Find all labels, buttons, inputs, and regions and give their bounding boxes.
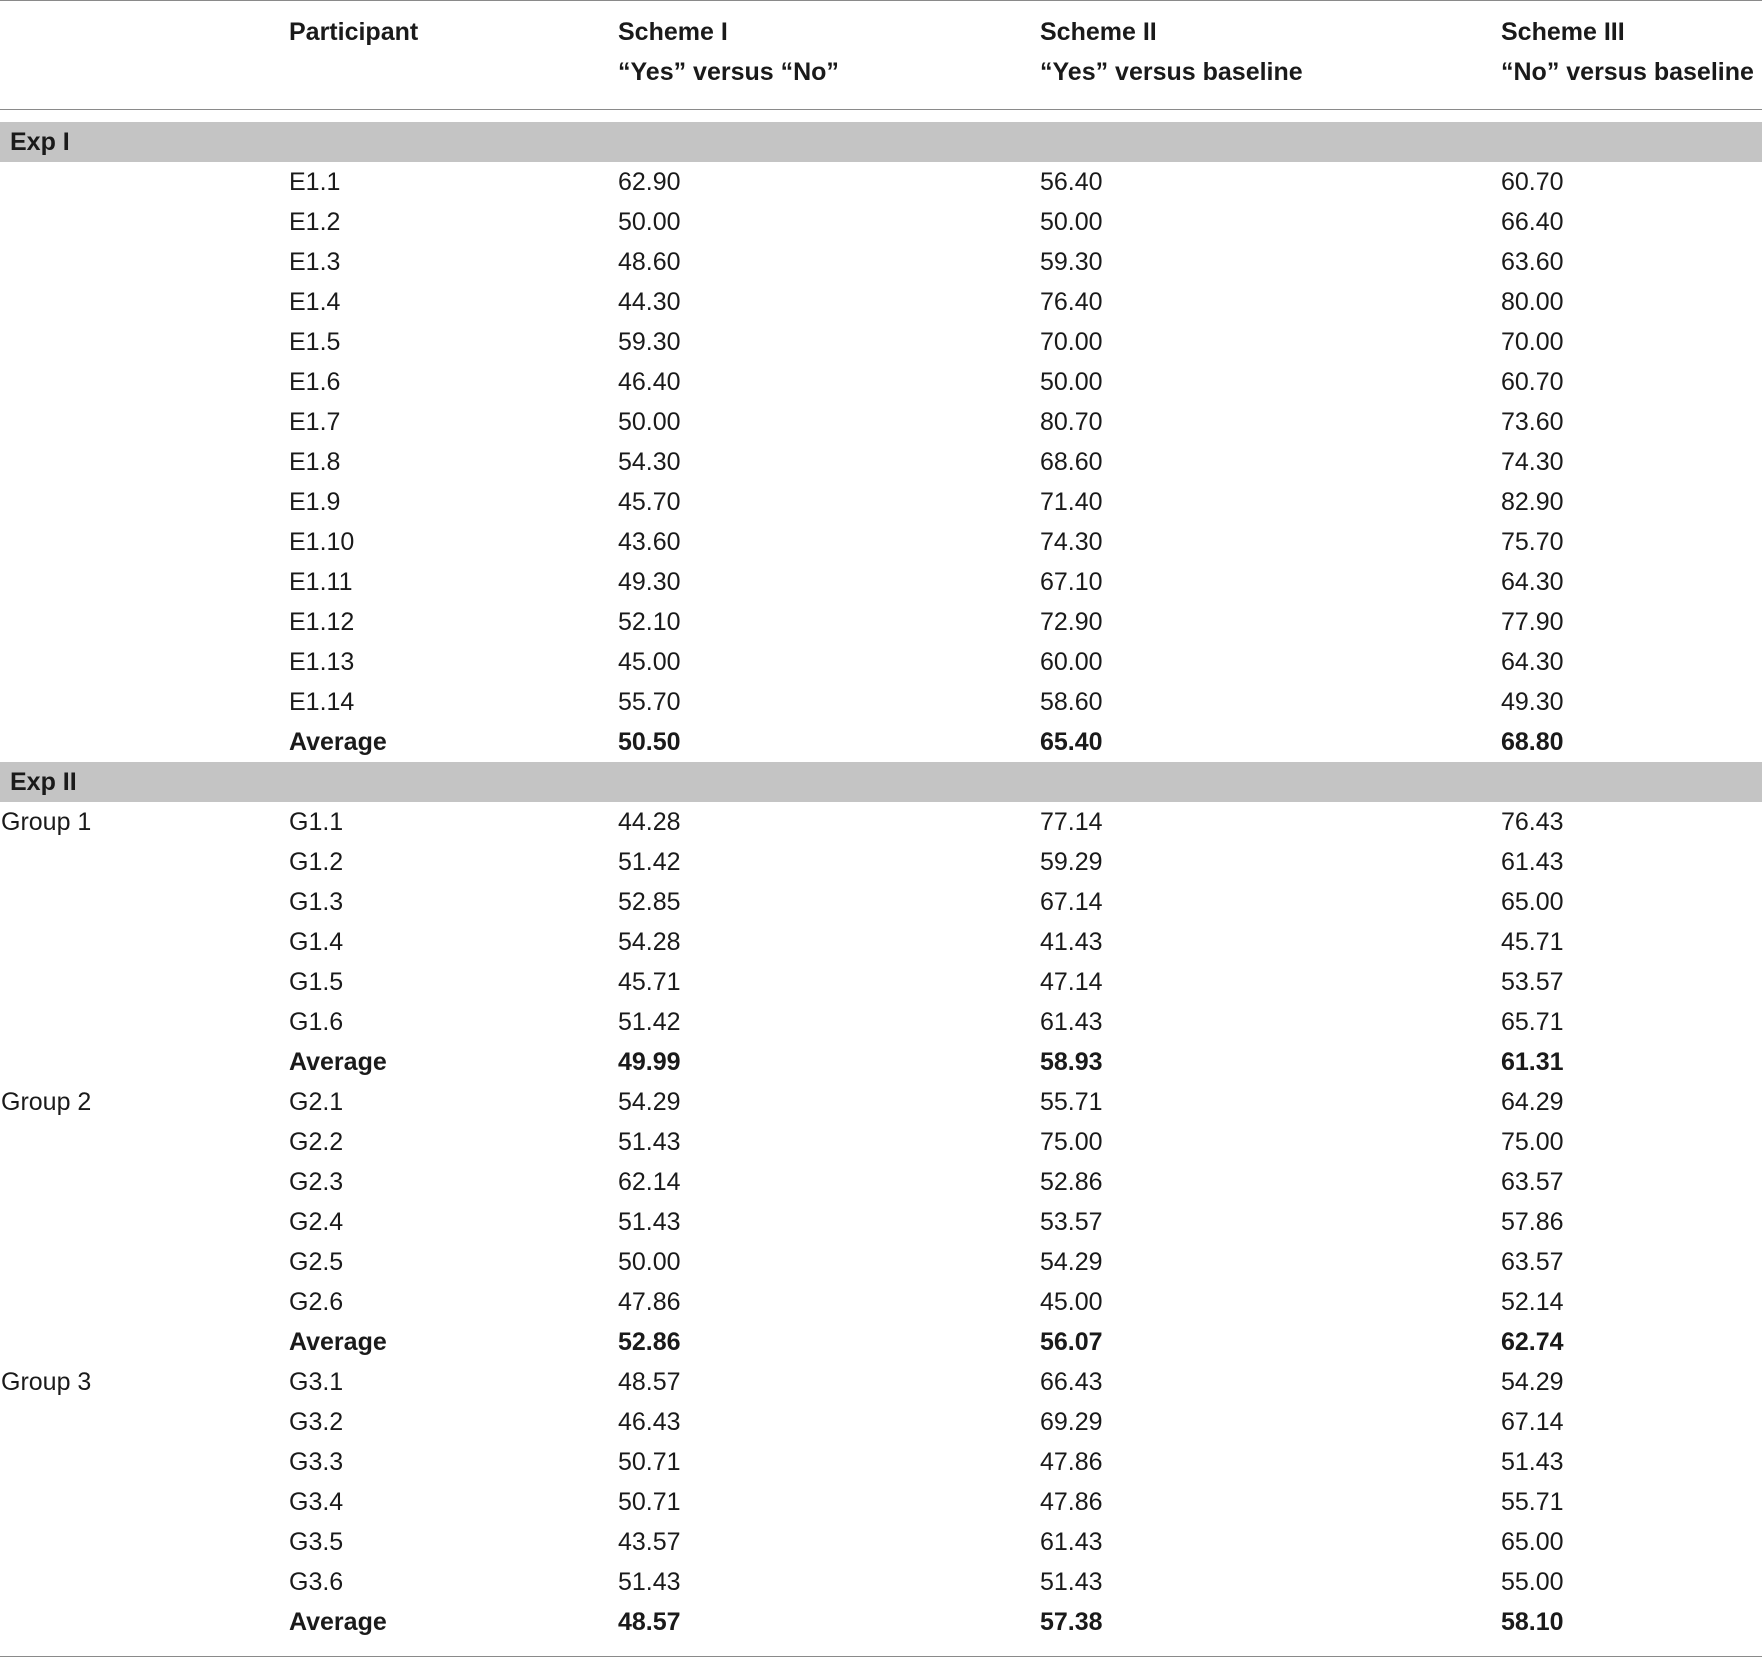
scheme-1-cell: 55.70	[618, 688, 681, 716]
average-row	[0, 1042, 1762, 1082]
scheme-3-cell: 63.57	[1501, 1168, 1564, 1196]
scheme-3-cell: 67.14	[1501, 1408, 1564, 1436]
average-row	[0, 1322, 1762, 1362]
participant-cell: G3.4	[289, 1488, 344, 1516]
participant-cell: Average	[289, 1328, 387, 1356]
scheme-3-cell: 57.86	[1501, 1208, 1564, 1236]
scheme-1-cell: 51.43	[618, 1568, 681, 1596]
table-row	[0, 602, 1762, 642]
scheme-1-cell: 45.71	[618, 968, 681, 996]
scheme-1-cell: 50.00	[618, 208, 681, 236]
scheme-2-cell: 68.60	[1040, 448, 1103, 476]
scheme-1-cell: 51.43	[618, 1128, 681, 1156]
participant-cell: E1.4	[289, 288, 341, 316]
table-row	[0, 962, 1762, 1002]
scheme-3-cell: 55.71	[1501, 1488, 1564, 1516]
scheme-2-cell: 54.29	[1040, 1248, 1103, 1276]
scheme-2-cell: 60.00	[1040, 648, 1103, 676]
table-row	[0, 1082, 1762, 1122]
scheme-2-cell: 80.70	[1040, 408, 1103, 436]
scheme-2-cell: 66.43	[1040, 1368, 1103, 1396]
scheme-1-cell: 50.71	[618, 1448, 681, 1476]
scheme-3-cell: 65.00	[1501, 1528, 1564, 1556]
header-scheme-1	[618, 12, 839, 92]
header-scheme-2-title: Scheme II	[1040, 18, 1157, 46]
scheme-1-cell: 52.10	[618, 608, 681, 636]
scheme-3-cell: 51.43	[1501, 1448, 1564, 1476]
scheme-2-cell: 77.14	[1040, 808, 1103, 836]
scheme-1-cell: 50.50	[618, 728, 681, 756]
scheme-1-cell: 48.57	[618, 1368, 681, 1396]
scheme-1-cell: 59.30	[618, 328, 681, 356]
participant-cell: G1.1	[289, 808, 344, 836]
average-row	[0, 722, 1762, 762]
table-row	[0, 1362, 1762, 1402]
scheme-3-cell: 64.30	[1501, 568, 1564, 596]
scheme-2-cell: 51.43	[1040, 1568, 1103, 1596]
scheme-2-cell: 69.29	[1040, 1408, 1103, 1436]
scheme-3-cell: 63.57	[1501, 1248, 1564, 1276]
scheme-1-cell: 49.30	[618, 568, 681, 596]
scheme-1-cell: 51.43	[618, 1208, 681, 1236]
scheme-1-cell: 44.28	[618, 808, 681, 836]
header-scheme-3-subtitle: “No” versus baseline	[1501, 58, 1754, 86]
participant-cell: E1.5	[289, 328, 341, 356]
participant-cell: E1.14	[289, 688, 355, 716]
scheme-2-cell: 59.29	[1040, 848, 1103, 876]
scheme-3-cell: 55.00	[1501, 1568, 1564, 1596]
scheme-2-cell: 58.93	[1040, 1048, 1103, 1076]
scheme-1-cell: 62.14	[618, 1168, 681, 1196]
table-row	[0, 842, 1762, 882]
participant-cell: Average	[289, 1048, 387, 1076]
participant-cell: G3.1	[289, 1368, 344, 1396]
table-row	[0, 442, 1762, 482]
scheme-2-cell: 59.30	[1040, 248, 1103, 276]
header-scheme-2	[1040, 12, 1303, 92]
participant-cell: G1.6	[289, 1008, 344, 1036]
participant-cell: E1.12	[289, 608, 355, 636]
scheme-2-cell: 41.43	[1040, 928, 1103, 956]
scheme-2-cell: 74.30	[1040, 528, 1103, 556]
participant-cell: E1.3	[289, 248, 341, 276]
participant-cell: G1.2	[289, 848, 344, 876]
table-row	[0, 682, 1762, 722]
participant-cell: E1.11	[289, 568, 353, 596]
participant-cell: G1.3	[289, 888, 344, 916]
scheme-2-cell: 72.90	[1040, 608, 1103, 636]
group-cell: Group 2	[1, 1088, 92, 1116]
scheme-1-cell: 62.90	[618, 168, 681, 196]
participant-cell: E1.6	[289, 368, 341, 396]
scheme-1-cell: 47.86	[618, 1288, 681, 1316]
scheme-1-cell: 45.00	[618, 648, 681, 676]
table-row	[0, 922, 1762, 962]
scheme-1-cell: 43.60	[618, 528, 681, 556]
scheme-2-cell: 65.40	[1040, 728, 1103, 756]
scheme-3-cell: 82.90	[1501, 488, 1564, 516]
scheme-2-cell: 52.86	[1040, 1168, 1103, 1196]
scheme-3-cell: 54.29	[1501, 1368, 1564, 1396]
table-row	[0, 242, 1762, 282]
participant-cell: G3.6	[289, 1568, 344, 1596]
scheme-2-cell: 56.40	[1040, 168, 1103, 196]
scheme-3-cell: 65.71	[1501, 1008, 1564, 1036]
participant-cell: G2.3	[289, 1168, 344, 1196]
section-label: Exp I	[10, 128, 70, 156]
scheme-2-cell: 71.40	[1040, 488, 1103, 516]
scheme-3-cell: 45.71	[1501, 928, 1564, 956]
scheme-3-cell: 49.30	[1501, 688, 1564, 716]
scheme-3-cell: 75.00	[1501, 1128, 1564, 1156]
scheme-2-cell: 45.00	[1040, 1288, 1103, 1316]
scheme-1-cell: 50.00	[618, 408, 681, 436]
section-band	[0, 762, 1762, 802]
scheme-1-cell: 46.43	[618, 1408, 681, 1436]
average-row	[0, 1602, 1762, 1642]
table-row	[0, 362, 1762, 402]
participant-cell: G2.6	[289, 1288, 344, 1316]
scheme-1-cell: 46.40	[618, 368, 681, 396]
scheme-3-cell: 68.80	[1501, 728, 1564, 756]
table-row	[0, 1402, 1762, 1442]
scheme-3-cell: 76.43	[1501, 808, 1564, 836]
header-participant-label: Participant	[289, 18, 419, 46]
scheme-1-cell: 52.86	[618, 1328, 681, 1356]
scheme-3-cell: 73.60	[1501, 408, 1564, 436]
participant-cell: G3.5	[289, 1528, 344, 1556]
header-scheme-1-title: Scheme I	[618, 18, 728, 46]
header-scheme-2-subtitle: “Yes” versus baseline	[1040, 58, 1303, 86]
scheme-3-cell: 58.10	[1501, 1608, 1564, 1636]
scheme-2-cell: 57.38	[1040, 1608, 1103, 1636]
participant-cell: E1.8	[289, 448, 341, 476]
scheme-3-cell: 61.43	[1501, 848, 1564, 876]
scheme-1-cell: 50.71	[618, 1488, 681, 1516]
table-row	[0, 482, 1762, 522]
participant-cell: E1.1	[289, 168, 341, 196]
table-row	[0, 882, 1762, 922]
table-row	[0, 162, 1762, 202]
table-row	[0, 1482, 1762, 1522]
participant-cell: G1.4	[289, 928, 344, 956]
scheme-3-cell: 70.00	[1501, 328, 1564, 356]
scheme-1-cell: 54.29	[618, 1088, 681, 1116]
scheme-1-cell: 45.70	[618, 488, 681, 516]
scheme-3-cell: 64.30	[1501, 648, 1564, 676]
scheme-2-cell: 47.86	[1040, 1488, 1103, 1516]
participant-cell: G2.1	[289, 1088, 344, 1116]
table-row	[0, 202, 1762, 242]
table-row	[0, 1522, 1762, 1562]
scheme-1-cell: 51.42	[618, 848, 681, 876]
participant-cell: G3.2	[289, 1408, 344, 1436]
scheme-2-cell: 70.00	[1040, 328, 1103, 356]
table-row	[0, 1162, 1762, 1202]
table-row	[0, 522, 1762, 562]
participant-cell: G2.4	[289, 1208, 344, 1236]
participant-cell: Average	[289, 728, 387, 756]
section-label: Exp II	[10, 768, 77, 796]
scheme-1-cell: 49.99	[618, 1048, 681, 1076]
table-row	[0, 562, 1762, 602]
participant-cell: G2.2	[289, 1128, 344, 1156]
scheme-2-cell: 58.60	[1040, 688, 1103, 716]
scheme-1-cell: 48.60	[618, 248, 681, 276]
scheme-2-cell: 50.00	[1040, 368, 1103, 396]
header-scheme-3-title: Scheme III	[1501, 18, 1625, 46]
scheme-3-cell: 74.30	[1501, 448, 1564, 476]
table-row	[0, 642, 1762, 682]
table-row	[0, 802, 1762, 842]
scheme-3-cell: 62.74	[1501, 1328, 1564, 1356]
scheme-3-cell: 61.31	[1501, 1048, 1564, 1076]
participant-cell: E1.7	[289, 408, 341, 436]
header-rule	[0, 109, 1762, 110]
scheme-2-cell: 47.86	[1040, 1448, 1103, 1476]
scheme-3-cell: 75.70	[1501, 528, 1564, 556]
scheme-3-cell: 65.00	[1501, 888, 1564, 916]
table-row	[0, 322, 1762, 362]
participant-cell: G2.5	[289, 1248, 344, 1276]
scheme-1-cell: 44.30	[618, 288, 681, 316]
scheme-3-cell: 66.40	[1501, 208, 1564, 236]
scheme-3-cell: 52.14	[1501, 1288, 1564, 1316]
bottom-rule	[0, 1656, 1762, 1657]
group-cell: Group 3	[1, 1368, 92, 1396]
header-participant	[289, 12, 418, 52]
scheme-3-cell: 64.29	[1501, 1088, 1564, 1116]
scheme-1-cell: 54.30	[618, 448, 681, 476]
header-scheme-1-subtitle: “Yes” versus “No”	[618, 58, 839, 86]
scheme-2-cell: 55.71	[1040, 1088, 1103, 1116]
participant-cell: G1.5	[289, 968, 344, 996]
table-row	[0, 1562, 1762, 1602]
scheme-3-cell: 77.90	[1501, 608, 1564, 636]
table-row	[0, 1242, 1762, 1282]
scheme-2-cell: 56.07	[1040, 1328, 1103, 1356]
scheme-2-cell: 47.14	[1040, 968, 1103, 996]
scheme-2-cell: 50.00	[1040, 208, 1103, 236]
table-row	[0, 1122, 1762, 1162]
participant-cell: E1.9	[289, 488, 341, 516]
participant-cell: Average	[289, 1608, 387, 1636]
scheme-3-cell: 60.70	[1501, 168, 1564, 196]
scheme-2-cell: 67.10	[1040, 568, 1103, 596]
scheme-2-cell: 76.40	[1040, 288, 1103, 316]
scheme-3-cell: 53.57	[1501, 968, 1564, 996]
scheme-3-cell: 80.00	[1501, 288, 1564, 316]
section-band	[0, 122, 1762, 162]
scheme-3-cell: 63.60	[1501, 248, 1564, 276]
scheme-2-cell: 61.43	[1040, 1008, 1103, 1036]
table-row	[0, 282, 1762, 322]
participant-cell: G3.3	[289, 1448, 344, 1476]
table-header	[0, 0, 1762, 110]
scheme-1-cell: 54.28	[618, 928, 681, 956]
scheme-2-cell: 53.57	[1040, 1208, 1103, 1236]
scheme-1-cell: 43.57	[618, 1528, 681, 1556]
scheme-2-cell: 67.14	[1040, 888, 1103, 916]
participant-cell: E1.2	[289, 208, 341, 236]
table-row	[0, 1202, 1762, 1242]
header-scheme-3	[1501, 12, 1754, 92]
table-row	[0, 1442, 1762, 1482]
scheme-1-cell: 52.85	[618, 888, 681, 916]
table-row	[0, 1282, 1762, 1322]
group-cell: Group 1	[1, 808, 92, 836]
scheme-2-cell: 75.00	[1040, 1128, 1103, 1156]
scheme-1-cell: 51.42	[618, 1008, 681, 1036]
participant-cell: E1.13	[289, 648, 355, 676]
scheme-1-cell: 48.57	[618, 1608, 681, 1636]
scheme-2-cell: 61.43	[1040, 1528, 1103, 1556]
table-row	[0, 1002, 1762, 1042]
scheme-3-cell: 60.70	[1501, 368, 1564, 396]
table-row	[0, 402, 1762, 442]
scheme-1-cell: 50.00	[618, 1248, 681, 1276]
participant-cell: E1.10	[289, 528, 355, 556]
